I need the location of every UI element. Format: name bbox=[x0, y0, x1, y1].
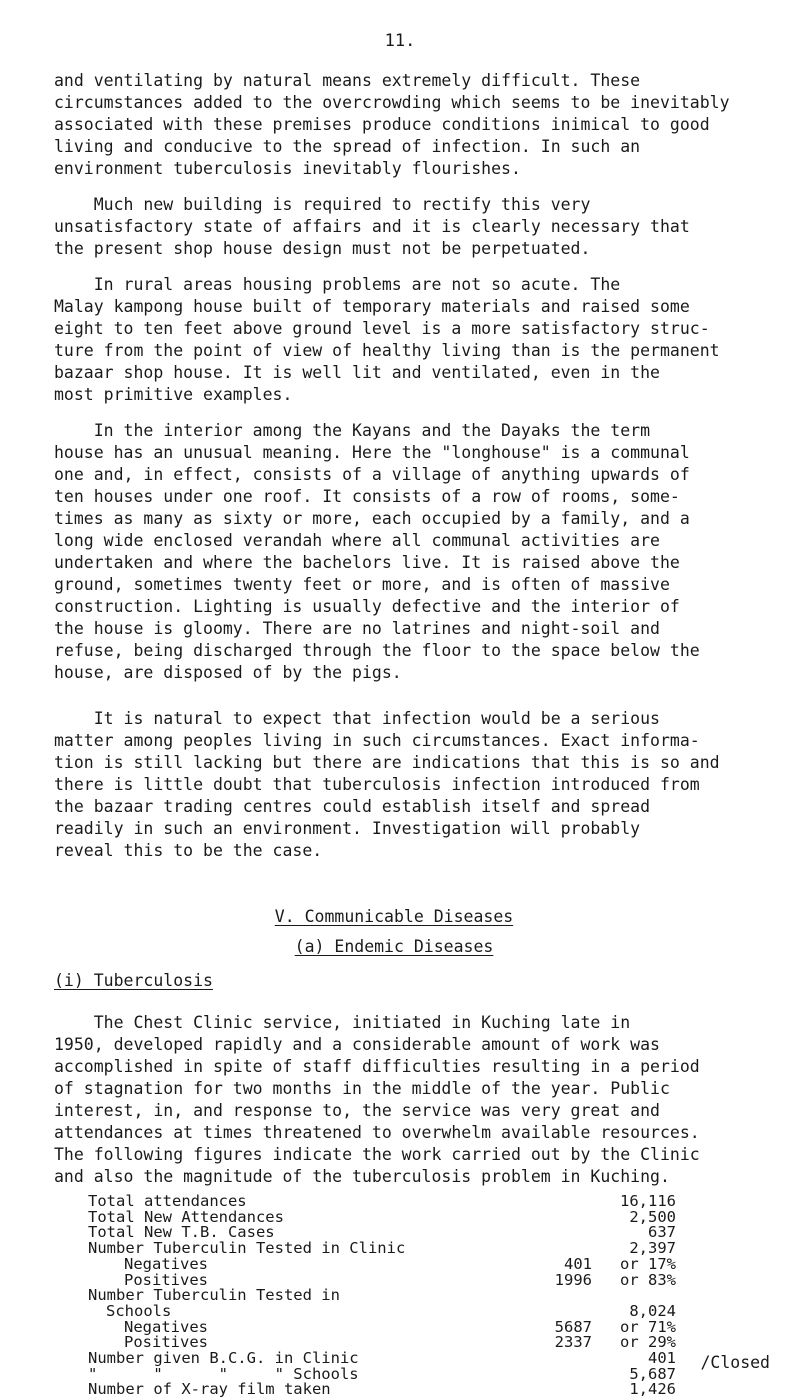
text-line: associated with these premises produce conditions inimical to good bbox=[54, 115, 710, 134]
text-line: ground, sometimes twenty feet or more, and is often of massive bbox=[54, 575, 670, 594]
stats-label: Positives bbox=[124, 1270, 208, 1289]
stats-value: or 17% bbox=[620, 1254, 676, 1273]
text-line: reveal this to be the case. bbox=[54, 841, 323, 860]
paragraph-2 bbox=[54, 194, 690, 260]
text-line: and also the magnitude of the tuberculosis problem in Kuching. bbox=[54, 1167, 670, 1186]
stats-count: 2337 bbox=[554, 1333, 592, 1352]
text-line: In the interior among the Kayans and the Dayaks the term bbox=[54, 421, 651, 440]
stats-value: or 29% bbox=[620, 1333, 676, 1352]
stats-label: Positives bbox=[124, 1333, 208, 1352]
stats-label: Number of X-ray film taken bbox=[88, 1380, 331, 1399]
stats-value: or 71% bbox=[620, 1317, 676, 1336]
text-line: one and, in effect, consists of a village of anything upwards of bbox=[54, 465, 690, 484]
text-line: environment tuberculosis inevitably flourishes. bbox=[54, 159, 521, 178]
text-line: long wide enclosed verandah where all communal activities are bbox=[54, 531, 660, 550]
stats-count: 401 bbox=[564, 1254, 592, 1273]
text-line: The Chest Clinic service, initiated in Kuching late in bbox=[54, 1013, 631, 1032]
paragraph-1 bbox=[54, 70, 730, 180]
text-line: Malay kampong house built of temporary materials and raised some bbox=[54, 297, 690, 316]
text-line: attendances at times threatened to overwhelm available resources. bbox=[54, 1123, 700, 1142]
text-line: undertaken and where the bachelors live. It is raised above the bbox=[54, 553, 680, 572]
text-line: the present shop house design must not be perpetuated. bbox=[54, 239, 591, 258]
text-line: the house is gloomy. There are no latrines and night-soil and bbox=[54, 619, 660, 638]
subsection-heading bbox=[54, 936, 734, 958]
stats-value: or 83% bbox=[620, 1270, 676, 1289]
text-line: It is natural to expect that infection would be a serious bbox=[54, 709, 660, 728]
text-line: living and conducive to the spread of infection. In such an bbox=[54, 137, 641, 156]
text-line: Much new building is required to rectify this very bbox=[54, 195, 591, 214]
stats-count: 5687 bbox=[554, 1317, 592, 1336]
text-line: the bazaar trading centres could establish itself and spread bbox=[54, 797, 651, 816]
paragraph-5 bbox=[54, 708, 720, 862]
tb-paragraph bbox=[54, 1012, 700, 1188]
stats-value: 16,116 bbox=[620, 1192, 676, 1210]
stats-value: 5,687 bbox=[629, 1364, 676, 1383]
text-line: In rural areas housing problems are not so acute. The bbox=[54, 275, 621, 294]
stats-label: Number Tuberculin Tested in bbox=[88, 1286, 340, 1305]
paragraph-4 bbox=[54, 420, 700, 684]
subsection-heading-text: (a) Endemic Diseases bbox=[294, 937, 494, 956]
text-line: tion is still lacking but there are indications that this is so and bbox=[54, 753, 720, 772]
text-line: bazaar shop house. It is well lit and ventilated, even in the bbox=[54, 363, 660, 382]
stats-label: Negatives bbox=[124, 1317, 208, 1336]
section-heading bbox=[54, 906, 734, 928]
text-line: The following figures indicate the work carried out by the Clinic bbox=[54, 1145, 700, 1164]
stats-value: 8,024 bbox=[629, 1301, 676, 1320]
text-line: ten houses under one roof. It consists of a row of rooms, some- bbox=[54, 487, 680, 506]
stats-label: Schools bbox=[106, 1301, 172, 1320]
paragraph-3 bbox=[54, 274, 720, 406]
text-line: there is little doubt that tuberculosis infection introduced from bbox=[54, 775, 700, 794]
stats-value: 2,397 bbox=[629, 1239, 676, 1258]
stats-value: 1,426 bbox=[629, 1380, 676, 1399]
stats-label: Number given B.C.G. in Clinic bbox=[88, 1349, 359, 1367]
text-line: house has an unusual meaning. Here the "longhouse" is a communal bbox=[54, 443, 690, 462]
text-line: most primitive examples. bbox=[54, 385, 293, 404]
text-line: refuse, being discharged through the floor to the space below the bbox=[54, 641, 700, 660]
subsubsection-heading-text: (i) Tuberculosis bbox=[54, 971, 213, 990]
text-line: circumstances added to the overcrowding which seems to be inevitably bbox=[54, 93, 730, 112]
text-line: construction. Lighting is usually defective and the interior of bbox=[54, 597, 680, 616]
text-line: house, are disposed of by the pigs. bbox=[54, 663, 402, 682]
stats-value: 401 bbox=[648, 1349, 676, 1367]
stats-value: 2,500 bbox=[629, 1207, 676, 1226]
text-line: 1950, developed rapidly and a considerable amount of work was bbox=[54, 1035, 660, 1054]
text-line: accomplished in spite of staff difficulties resulting in a period bbox=[54, 1057, 700, 1076]
stats-label: Total attendances bbox=[88, 1192, 247, 1210]
text-line: ture from the point of view of healthy living than is the permanent bbox=[54, 341, 720, 360]
stats-value: 637 bbox=[648, 1223, 676, 1242]
stats-label: Total New Attendances bbox=[88, 1207, 284, 1226]
stats-label: " " " " Schools bbox=[88, 1364, 359, 1383]
stats-label: Total New T.B. Cases bbox=[88, 1223, 275, 1242]
text-line: matter among peoples living in such circumstances. Exact informa- bbox=[54, 731, 700, 750]
stats-count: 1996 bbox=[554, 1270, 592, 1289]
text-line: eight to ten feet above ground level is a more satisfactory struc- bbox=[54, 319, 710, 338]
stats-label: Number Tuberculin Tested in Clinic bbox=[88, 1239, 406, 1258]
page-number: 11. bbox=[384, 31, 416, 51]
text-line: readily in such an environment. Investigation will probably bbox=[54, 819, 641, 838]
subsubsection-heading bbox=[54, 970, 213, 992]
text-line: times as many as sixty or more, each occupied by a family, and a bbox=[54, 509, 690, 528]
text-line: and ventilating by natural means extremely difficult. These bbox=[54, 71, 641, 90]
text-line: unsatisfactory state of affairs and it is clearly necessary that bbox=[54, 217, 690, 236]
text-line: interest, in, and response to, the service was very great and bbox=[54, 1101, 660, 1120]
section-heading-text: V. Communicable Diseases bbox=[274, 907, 514, 926]
continuation-note: /Closed bbox=[700, 1353, 770, 1372]
stats-label: Negatives bbox=[124, 1254, 208, 1273]
text-line: of stagnation for two months in the middle of the year. Public bbox=[54, 1079, 670, 1098]
